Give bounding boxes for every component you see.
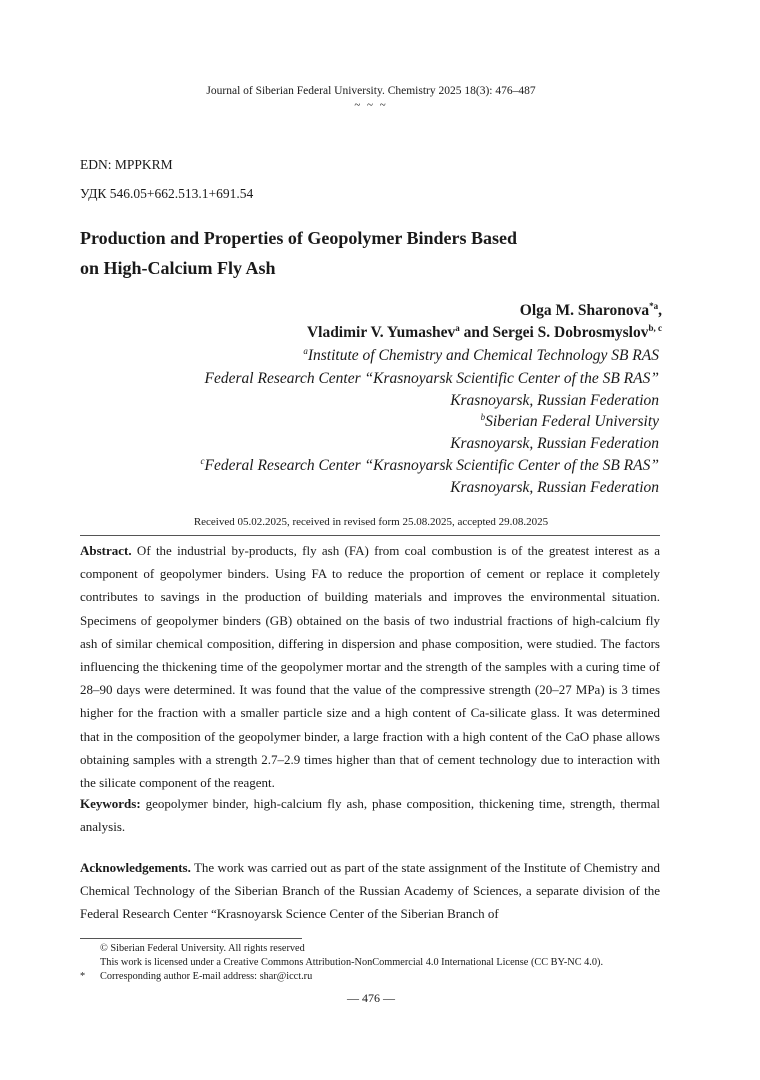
affiliation-a-text: Institute of Chemistry and Chemical Technology SB RAS	[307, 347, 659, 364]
footnote-license	[80, 956, 603, 970]
acknowledgements-text: The work was carried out as part of the state assignment of the Institute of Chemistry and Chemical Technology of the Siberian Branch of the Russian Academy of Sciences, a separate division of the Federal Research Center “Krasnoyarsk Science Center of the Siberian Branch of	[80, 860, 660, 922]
author-dobrosmyslov: Sergei S. Dobrosmyslov	[492, 324, 649, 341]
keywords-text: geopolymer binder, high-calcium fly ash, phase composition, thickening time, strength, thermal analysis.	[80, 796, 660, 835]
author-line-2	[307, 322, 662, 344]
author-yumashev-sup: a	[455, 323, 460, 333]
title-line-1: Production and Properties of Geopolymer Binders Based	[80, 228, 518, 248]
keywords-label: Keywords:	[80, 796, 141, 811]
footnote-corresponding	[80, 970, 312, 984]
affiliation-b-line-2: Krasnoyarsk, Russian Federation	[450, 435, 659, 452]
abstract	[80, 539, 660, 794]
copyright-text: © Siberian Federal University. All rights reserved	[100, 943, 305, 954]
acknowledgements-label: Acknowledgements.	[80, 860, 191, 875]
title-line-2: on High-Calcium Fly Ash	[80, 258, 276, 278]
abstract-label: Abstract.	[80, 543, 132, 558]
author-sharonova: Olga M. Sharonova	[519, 302, 650, 319]
udk-code: УДК 546.05+662.513.1+691.54	[80, 186, 254, 201]
license-text: This work is licensed under a Creative Commons Attribution-NonCommercial 4.0 International License (CC BY-NC 4.0).	[100, 957, 604, 968]
author-line-1	[520, 300, 662, 322]
affiliation-b-sup: b	[480, 412, 486, 422]
author-yumashev: Vladimir V. Yumashev	[306, 324, 456, 341]
edn-code: EDN: MPPKRM	[80, 157, 173, 172]
abstract-text: Of the industrial by-products, fly ash (FA) from coal combustion is of the greatest interest as a component of geopolymer binders. Using FA to reduce the proportion of cement or replace it completely contributes to savings in the production of building materials and improves the environmental situation. Specimens of geopolymer binders (GB) obtained on the basis of two industrial fractions of high-calcium fly ash of similar chemical composition, differing in dispersion and phase composition, were studied. The factors influencing the thickening time of the geopolymer mortar and the strength of the samples with a curing time of 28–90 days were determined. It was found that the value of the compressive strength (20–27 MPa) is 3 times higher for the fraction with a smaller particle size and a high content of Ca-silicate glass. It was determined that in the composition of the geopolymer binder, a large fraction with a high content of the CaO phase allows obtaining samples with a strength 2.7–2.9 times higher than that of cement technology due to interaction with the silicate component of the reagent.	[80, 543, 660, 791]
author-and: and	[459, 324, 493, 341]
acknowledgements	[80, 856, 660, 926]
affiliation-c-text: Federal Research Center “Krasnoyarsk Scientific Center of the SB RAS”	[204, 457, 659, 474]
page-number: — 476 —	[347, 991, 395, 1005]
affiliation-c-line-2: Krasnoyarsk, Russian Federation	[450, 479, 659, 496]
header-separator: ~ ~ ~	[354, 99, 388, 111]
abstract-divider	[80, 535, 660, 536]
affiliation-b-line-1	[481, 411, 659, 433]
affiliation-a-line-3: Krasnoyarsk, Russian Federation	[450, 392, 659, 409]
affiliation-a-line-1	[303, 345, 659, 367]
corresponding-author-text: Corresponding author E-mail address: shar@icct.ru	[100, 971, 313, 982]
affiliation-c-line-1	[201, 455, 659, 477]
journal-header: Journal of Siberian Federal University. Chemistry 2025 18(3): 476–487	[206, 85, 536, 97]
article-title	[80, 223, 680, 283]
footnote-divider	[80, 938, 302, 939]
footnote-copyright	[80, 942, 305, 956]
keywords	[80, 792, 660, 838]
affiliation-c-sup: c	[200, 456, 205, 466]
author-sharonova-sup: *a	[649, 301, 659, 311]
received-dates: Received 05.02.2025, received in revised form 25.08.2025, accepted 29.08.2025	[193, 516, 549, 528]
affiliation-b-text: Siberian Federal University	[485, 413, 659, 430]
affiliation-a-line-2: Federal Research Center “Krasnoyarsk Scientific Center of the SB RAS”	[204, 370, 659, 387]
footnote-star: *	[80, 971, 86, 982]
author-dobrosmyslov-sup: b, c	[648, 323, 662, 333]
affiliation-a-sup: a	[303, 346, 308, 356]
author-comma: ,	[658, 302, 662, 319]
